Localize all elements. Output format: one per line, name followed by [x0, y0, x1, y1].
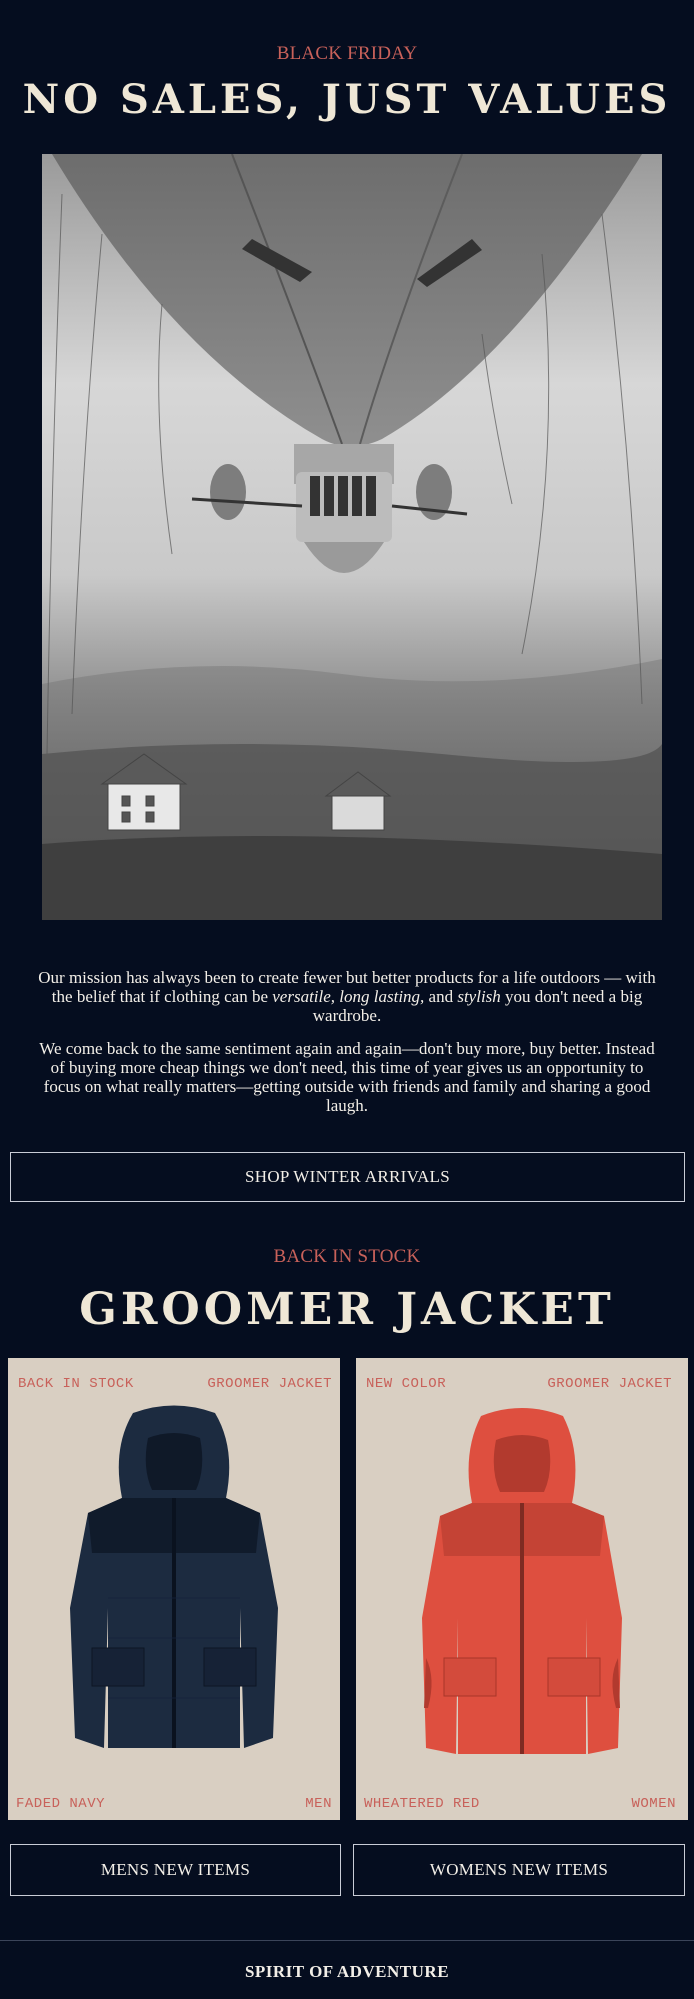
mission-emphasis-stylish: stylish	[457, 987, 501, 1006]
product-card-mens[interactable]	[8, 1358, 340, 1820]
card-tag-bottom-left: WHEATERED RED	[364, 1796, 480, 1812]
section-divider	[0, 1940, 694, 1941]
card-tag-bottom-right: MEN	[305, 1796, 332, 1812]
jacket-navy-image	[8, 1358, 340, 1820]
mens-new-items-button[interactable]: MENS NEW ITEMS	[10, 1844, 341, 1896]
page-headline: NO SALES, JUST VALUES	[22, 76, 672, 123]
jacket-red-image	[356, 1358, 688, 1820]
card-tag-top-right: GROOMER JACKET	[547, 1376, 672, 1392]
footer-title: SPIRIT OF ADVENTURE	[244, 1962, 450, 1981]
mission-paragraph-1	[34, 968, 660, 1025]
section-eyebrow-black-friday: BLACK FRIDAY	[276, 43, 418, 64]
airship-illustration	[42, 154, 662, 920]
card-tag-top-left: NEW COLOR	[366, 1376, 447, 1392]
card-tag-bottom-left: FADED NAVY	[16, 1796, 106, 1812]
shop-winter-arrivals-button[interactable]: SHOP WINTER ARRIVALS	[10, 1152, 685, 1202]
mission-emphasis-versatile: versatile, long lasting,	[272, 987, 425, 1006]
airship-gondola	[294, 444, 394, 573]
mission-text-and: and	[424, 987, 458, 1006]
mission-paragraph-2: We come back to the same sentiment again and again—don't buy more, buy better. Instead of buying more cheap things we don't need, this time of year gives us an opportunity to focus on what really matters—getting outside with friends and family and sharing a good laugh.	[39, 1039, 655, 1115]
product-headline: GROOMER JACKET	[79, 1284, 615, 1335]
card-tag-top-right: GROOMER JACKET	[207, 1376, 332, 1392]
card-tag-top-left: BACK IN STOCK	[18, 1376, 134, 1392]
section-eyebrow-back-in-stock: BACK IN STOCK	[273, 1246, 421, 1267]
card-tag-bottom-right: WOMEN	[631, 1796, 676, 1812]
womens-new-items-button[interactable]: WOMENS NEW ITEMS	[353, 1844, 685, 1896]
hero-airship-image[interactable]	[42, 154, 662, 920]
mission-text-start: Our mission has always been to create fewer but better products for a life outdoors — with the belief that if clothing can be	[38, 968, 656, 1006]
product-card-womens[interactable]	[356, 1358, 688, 1820]
mission-text-end: you don't need a big wardrobe.	[312, 987, 643, 1025]
